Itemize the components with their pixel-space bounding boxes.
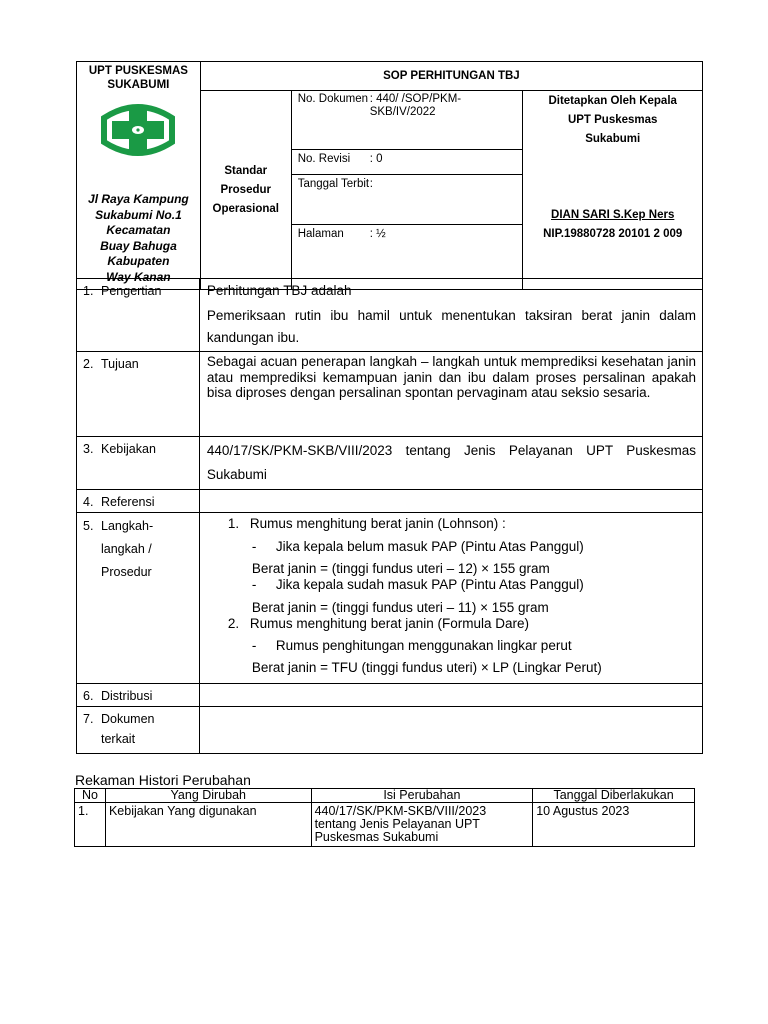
history-header-no: No <box>75 789 106 803</box>
no-revisi-value: : 0 <box>369 153 383 165</box>
signer-nip: NIP.19880728 20101 2 009 <box>543 228 683 240</box>
history-cell-no: 1. <box>75 803 106 847</box>
no-revisi-row <box>291 150 523 175</box>
history-header-yang-dirubah: Yang Dirubah <box>105 789 311 803</box>
tanggal-terbit-value: : <box>369 178 373 190</box>
puskesmas-name: UPT PUSKESMAS SUKABUMI <box>88 65 188 91</box>
tujuan-label: 2. Tujuan <box>77 352 200 437</box>
table-row <box>75 803 695 847</box>
langkah-label: 5. Langkah- langkah / Prosedur <box>77 513 200 684</box>
no-dokumen-row <box>291 91 523 150</box>
tanggal-terbit-label: Tanggal Terbit <box>297 178 370 190</box>
kebijakan-content: 440/17/SK/PKM-SKB/VIII/2023 tentang Jenis Pelayanan UPT Puskesmas Sukabumi <box>199 437 702 490</box>
distribusi-label: 6. Distribusi <box>77 684 200 707</box>
halaman-value: : ½ <box>369 228 386 240</box>
referensi-content <box>199 490 702 513</box>
puskesmas-address: Jl Raya Kampung Sukabumi No.1 Kecamatan Buay Bahuga Kabupaten Way Kanan <box>88 192 189 284</box>
tanggal-terbit-row <box>291 175 523 290</box>
pengertian-content: Perhitungan TBJ adalah Pemeriksaan rutin ibu hamil untuk menentukan taksiran berat janin dalam kandungan ibu. <box>199 279 702 352</box>
history-cell-yang-dirubah: Kebijakan Yang digunakan <box>105 803 311 847</box>
signer-name: DIAN SARI S.Kep Ners <box>551 209 675 221</box>
history-cell-tanggal: 10 Agustus 2023 <box>533 803 695 847</box>
langkah-content: 1. Rumus menghitung berat janin (Lohnson) : - Jika kepala belum masuk PAP (Pintu Atas Panggul) Berat janin = (tinggi fundus uteri – 12) × 155 gram - Jika kepala sudah masuk PAP (Pintu Atas Panggul) Berat janin = (tinggi fundus uteri – 11) × 155 gram 2. Rumus menghitung berat janin (Formula Dare) - Rumus penghitungan menggunakan lingkar perut Berat janin = TFU (tinggi fundus uteri) × LP (Lingkar Perut) <box>199 513 702 684</box>
halaman-label: Halaman <box>297 228 344 240</box>
history-title: Rekaman Histori Perubahan <box>75 772 251 788</box>
penetapan-cell <box>523 91 703 290</box>
sop-title: SOP PERHITUNGAN TBJ <box>200 62 702 91</box>
puskesmas-cell <box>77 62 201 290</box>
dokumen-terkait-content <box>199 707 702 754</box>
history-table <box>74 788 695 847</box>
dokumen-terkait-label: 7. Dokumen terkait <box>77 707 200 754</box>
pengertian-label: 1. Pengertian <box>77 279 200 352</box>
penetapan-text: Ditetapkan Oleh Kepala UPT Puskesmas Sukabumi <box>548 95 677 145</box>
tujuan-content: Sebagai acuan penerapan langkah – langkah untuk memprediksi kesehatan janin atau memprediksi kemampuan janin dan ibu dalam proses persalinan apakah bisa diproses dengan persalinan spontan pervaginam atau seksio sesaria. <box>199 352 702 437</box>
sop-label: Standar Prosedur Operasional <box>200 91 291 290</box>
sop-header-table <box>76 61 703 290</box>
no-revisi-label: No. Revisi <box>297 153 351 165</box>
sop-body-table <box>76 278 703 754</box>
no-dokumen-value: : 440/ /SOP/PKM-SKB/IV/2022 <box>369 93 462 118</box>
history-header-row <box>75 789 695 803</box>
history-header-tanggal: Tanggal Diberlakukan <box>533 789 695 803</box>
kebijakan-label: 3. Kebijakan <box>77 437 200 490</box>
referensi-label: 4. Referensi <box>77 490 200 513</box>
distribusi-content <box>199 684 702 707</box>
history-header-isi-perubahan: Isi Perubahan <box>311 789 533 803</box>
puskesmas-cross-logo-icon <box>100 102 176 158</box>
history-cell-isi-perubahan: 440/17/SK/PKM-SKB/VIII/2023 tentang Jenis Pelayanan UPT Puskesmas Sukabumi <box>311 803 533 847</box>
no-dokumen-label: No. Dokumen <box>297 93 369 105</box>
